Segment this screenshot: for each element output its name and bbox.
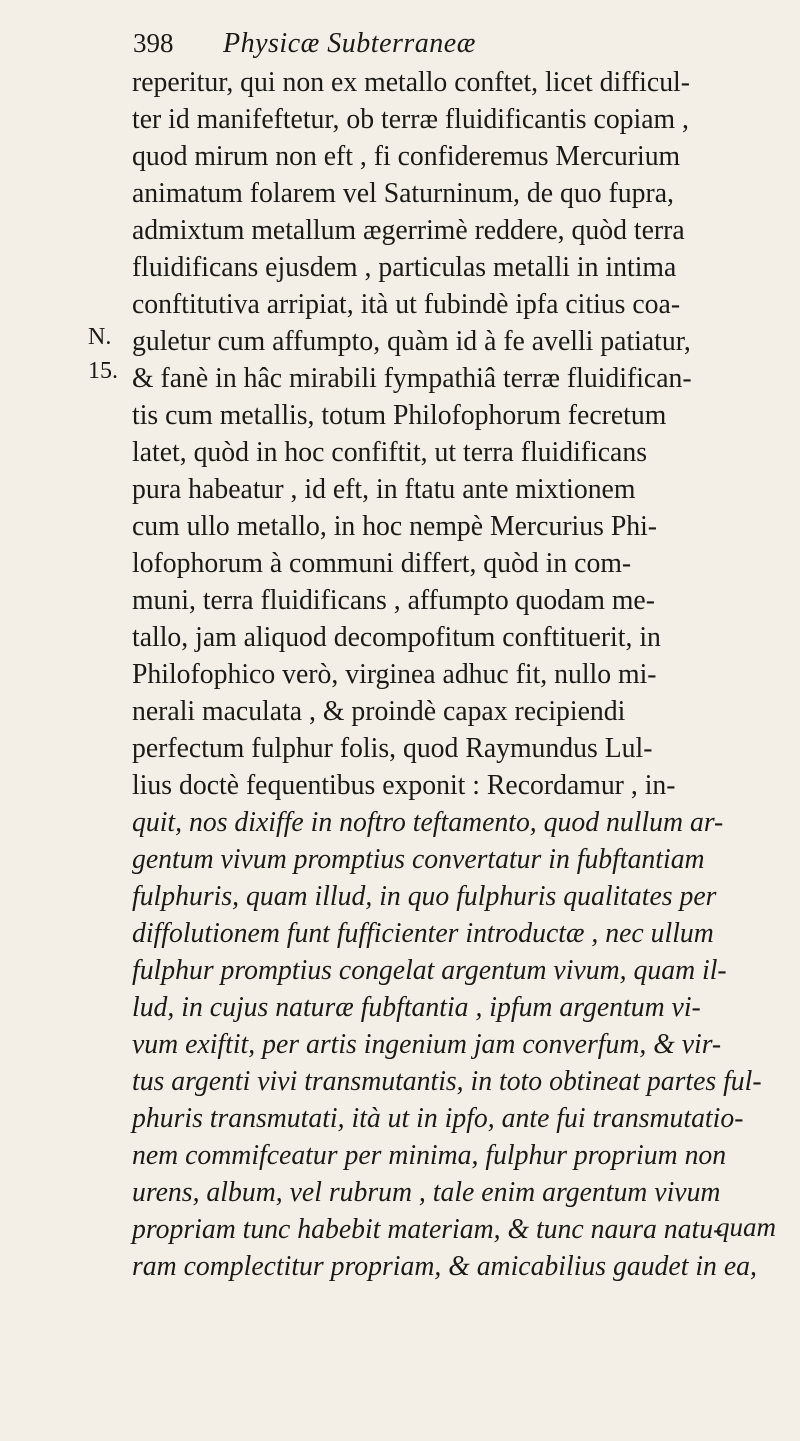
text-line: gentum vivum promptius convertatur in fubftantiam [132,844,705,875]
text-line: lofophorum à communi differt, quòd in com- [132,548,632,579]
running-title: Physicæ Subterraneæ [223,28,476,59]
text-line: nem commifceatur per minima, fulphur proprium non [132,1140,727,1171]
text-line: Philofophico verò, virginea adhuc fit, nullo mi- [132,659,657,690]
text-line: perfectum fulphur folis, quod Raymundus Lul- [132,733,653,764]
text-line: fulphur promptius congelat argentum vivum, quam il- [132,955,727,986]
text-line: urens, album, vel rubrum , tale enim argentum vivum [132,1177,721,1208]
text-line: latet, quòd in hoc confiftit, ut terra fluidificans [132,437,647,468]
text-line: admixtum metallum ægerrimè reddere, quòd terra [132,215,685,246]
body-text [132,64,790,1285]
text-line: quit, nos dixiffe in noftro teftamento, quod nullum ar- [132,807,724,838]
margin-note: N. [88,324,112,350]
text-line: conftitutiva arripiat, ità ut fubindè ipfa citius coa- [132,289,681,320]
text-line: tus argenti vivi transmutantis, in toto obtineat partes ful- [132,1066,762,1097]
text-line: ter id manifeftetur, ob terræ fluidificantis copiam , [132,104,689,135]
catchword: quam [716,1212,776,1242]
text-line: fluidificans ejusdem , particulas metalli in intima [132,252,677,283]
text-line: animatum folarem vel Saturninum, de quo fupra, [132,178,674,209]
text-line: ram complectitur propriam, & amicabilius gaudet in ea, [132,1251,757,1282]
text-line: phuris transmutati, ità ut in ipfo, ante fui transmutatio- [132,1103,744,1134]
text-line: lius doctè fequentibus exponit : Recordamur , in- [132,770,676,801]
text-line: cum ullo metallo, in hoc nempè Mercurius Phi- [132,511,658,542]
text-line: lud, in cujus naturæ fubftantia , ipfum argentum vi- [132,992,701,1023]
page-number: 398 [133,28,174,58]
margin-note: 15. [88,358,118,384]
text-line: reperitur, qui non ex metallo conftet, licet difficul- [132,67,690,98]
text-line: nerali maculata , & proindè capax recipiendi [132,696,626,727]
text-line: tallo, jam aliquod decompofitum conftituerit, in [132,622,661,653]
text-line: pura habeatur , id eft, in ftatu ante mixtionem [132,474,636,505]
text-line: propriam tunc habebit materiam, & tunc naura natu- [132,1214,723,1245]
text-line: diffolutionem funt fufficienter introductæ , nec ullum [132,918,714,949]
text-line: tis cum metallis, totum Philofophorum fecretum [132,400,667,431]
text-line: guletur cum affumpto, quàm id à fe avelli patiatur, [132,326,691,357]
text-line: & fanè in hâc mirabili fympathiâ terræ fluidifican- [132,363,692,394]
text-line: quod mirum non eft , fi confideremus Mercurium [132,141,681,172]
text-line: fulphuris, quam illud, in quo fulphuris qualitates per [132,881,717,912]
text-line: vum exiftit, per artis ingenium jam converfum, & vir- [132,1029,722,1060]
text-line: muni, terra fluidificans , affumpto quodam me- [132,585,655,616]
